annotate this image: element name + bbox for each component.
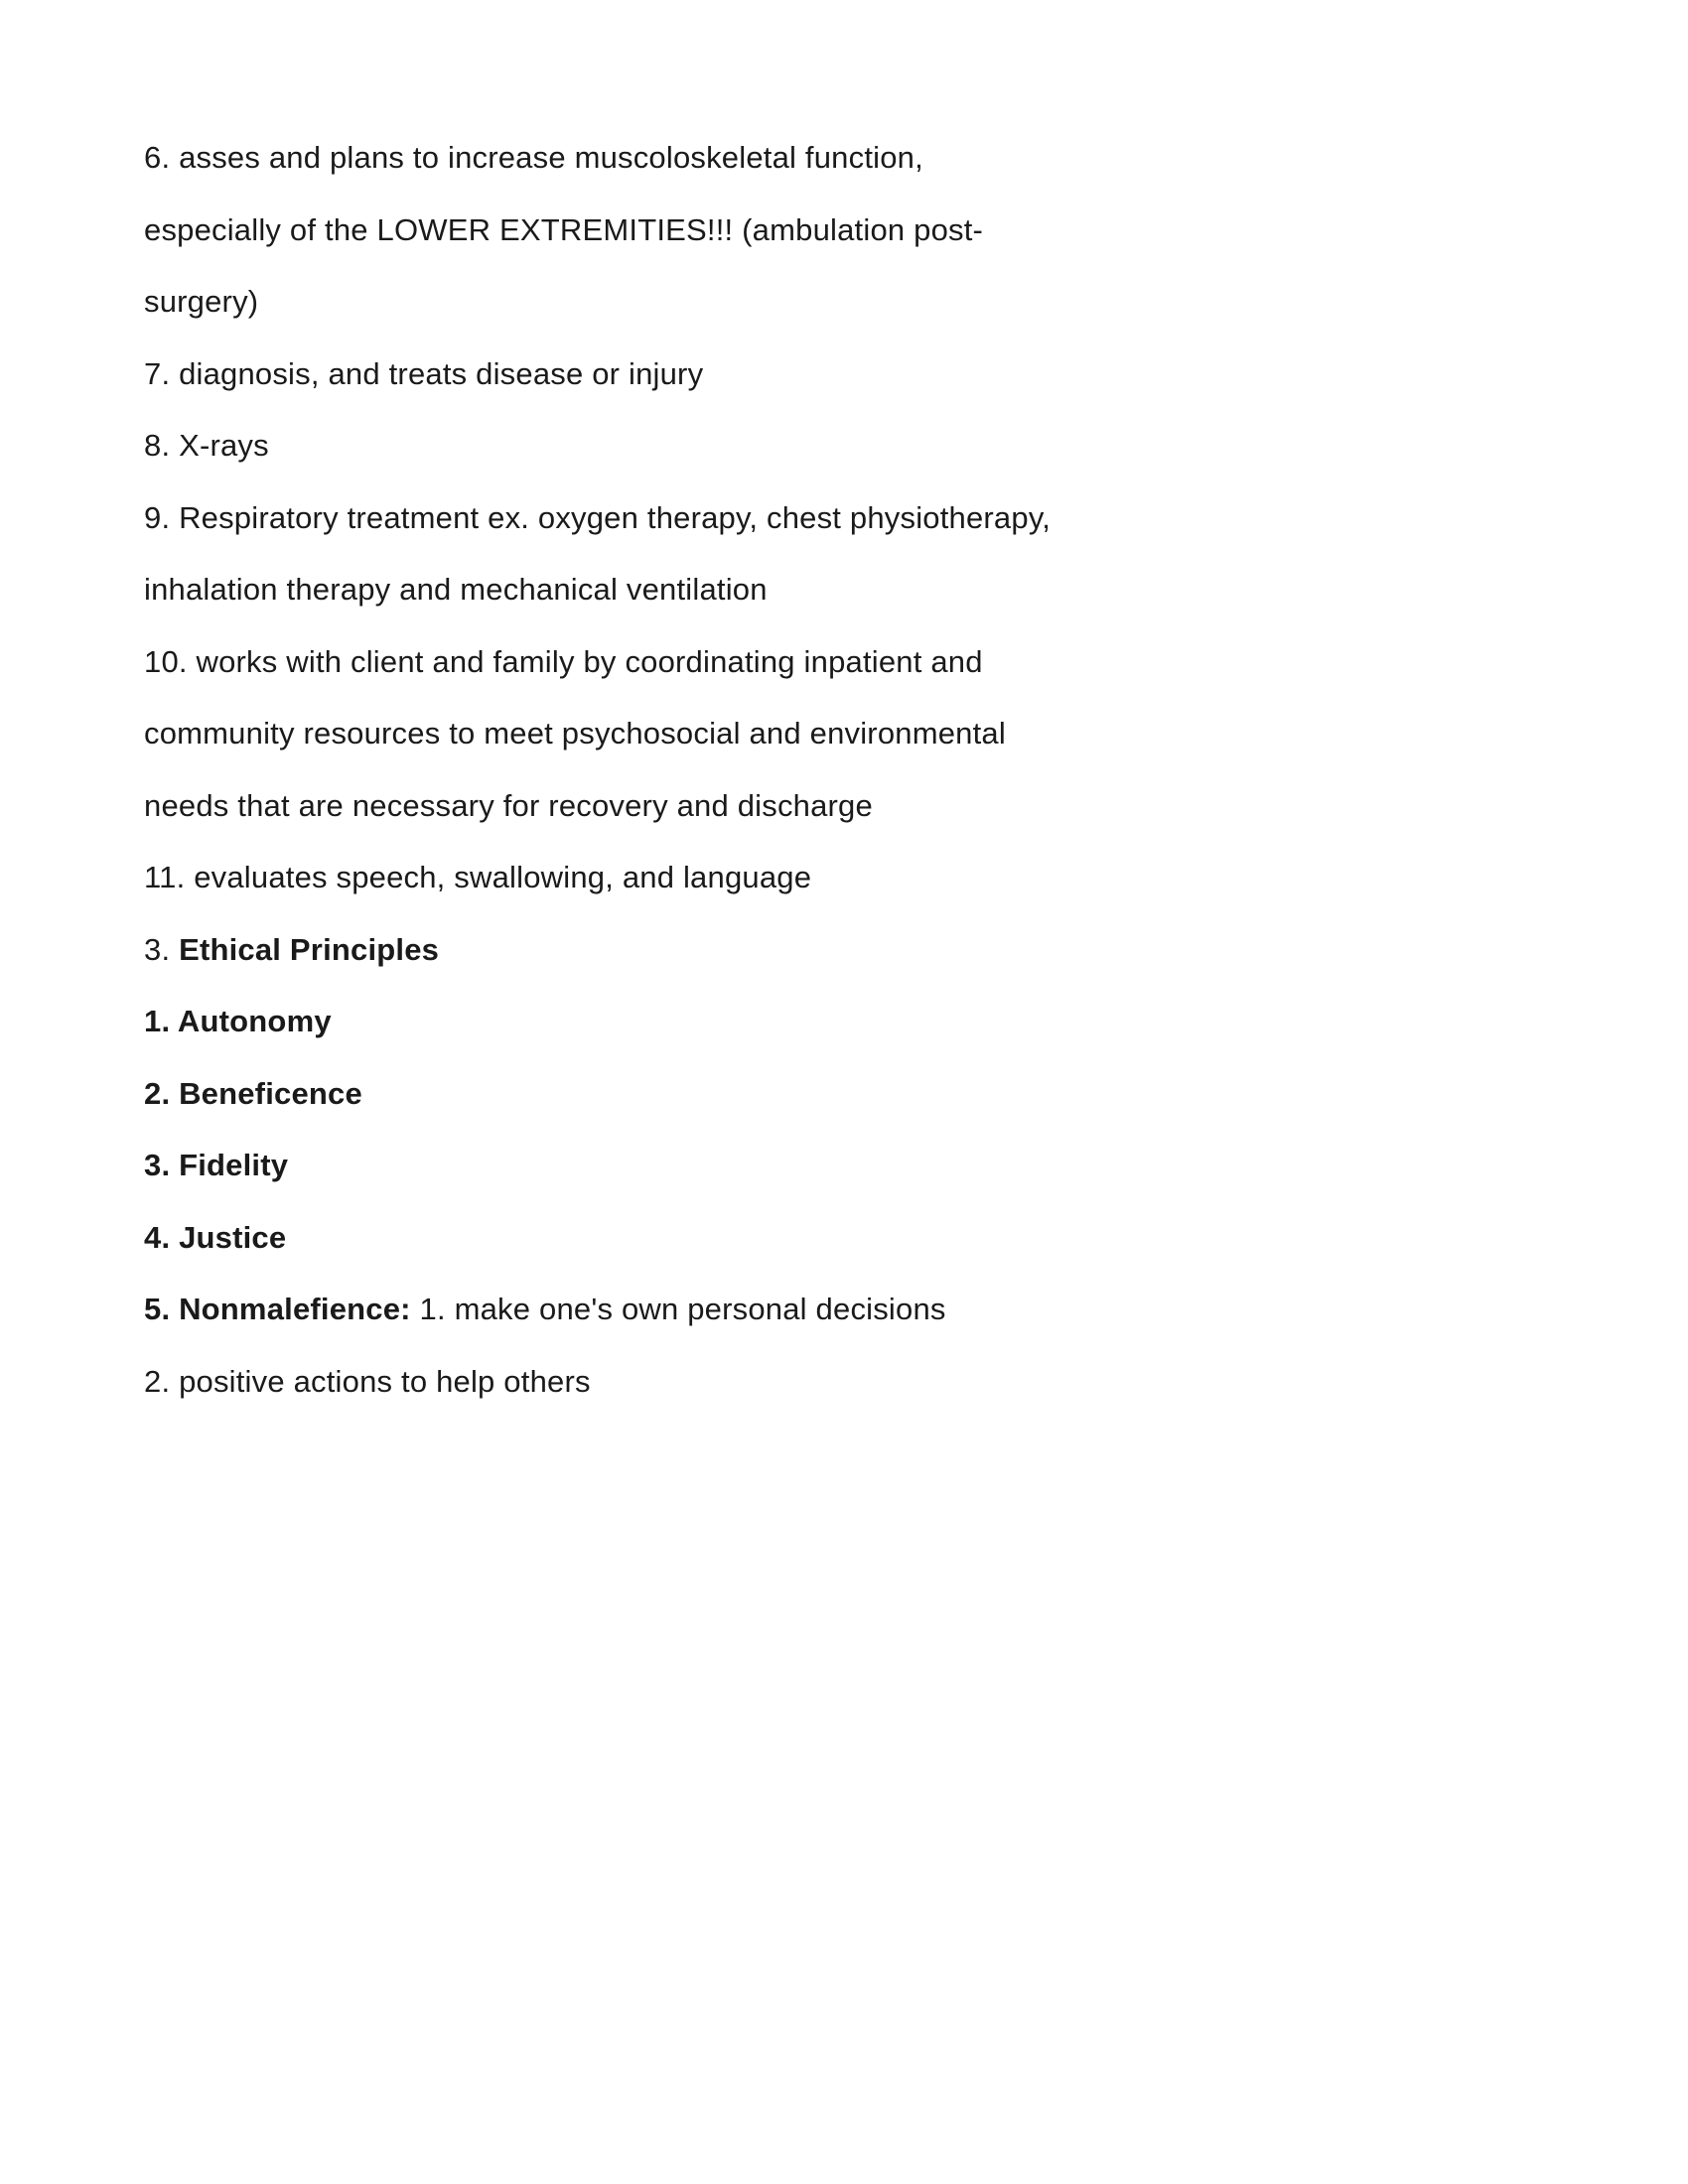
text-line [144, 339, 1589, 411]
text-segment: 10. works with client and family by coordinating inpatient and [144, 643, 983, 679]
text-line [144, 986, 1589, 1058]
text-line [144, 122, 1589, 195]
document-text-block [144, 122, 1589, 1418]
text-line [144, 266, 1589, 339]
text-segment-bold: Ethical Principles [179, 931, 440, 967]
text-line [144, 1202, 1589, 1275]
text-line [144, 1274, 1589, 1346]
text-segment: 7. diagnosis, and treats disease or injury [144, 355, 704, 391]
text-line [144, 914, 1589, 987]
text-line [144, 482, 1589, 555]
text-segment: 2. positive actions to help others [144, 1363, 591, 1399]
text-segment-bold: 4. Justice [144, 1219, 287, 1255]
text-line [144, 770, 1589, 843]
text-line [144, 626, 1589, 699]
text-segment-bold: 5. Nonmalefience: [144, 1292, 411, 1326]
text-line [144, 1058, 1589, 1131]
text-segment: 11. evaluates speech, swallowing, and language [144, 860, 812, 894]
text-segment-bold: 1. Autonomy [144, 1004, 332, 1038]
text-line [144, 1346, 1589, 1419]
text-line [144, 1130, 1589, 1202]
text-segment-bold: 3. Fidelity [144, 1148, 289, 1182]
text-line [144, 698, 1589, 770]
text-segment: 1. make one's own personal decisions [410, 1292, 946, 1326]
text-segment: 9. Respiratory treatment ex. oxygen therapy, chest physiotherapy, [144, 499, 1052, 535]
text-line [144, 842, 1589, 914]
text-segment: inhalation therapy and mechanical ventilation [144, 572, 768, 607]
text-segment-bold: 2. Beneficence [144, 1075, 362, 1111]
text-segment: 6. asses and plans to increase muscoloskeletal function, [144, 140, 923, 175]
text-segment: especially of the LOWER EXTREMITIES!!! (ambulation post- [144, 211, 984, 247]
text-segment: 8. X-rays [144, 428, 269, 463]
text-segment: community resources to meet psychosocial and environmental [144, 716, 1006, 751]
text-segment: surgery) [144, 284, 259, 319]
text-line [144, 554, 1589, 626]
text-line [144, 195, 1589, 267]
text-segment: 3. [144, 931, 180, 967]
text-segment: needs that are necessary for recovery and discharge [144, 787, 873, 823]
text-line [144, 410, 1589, 482]
